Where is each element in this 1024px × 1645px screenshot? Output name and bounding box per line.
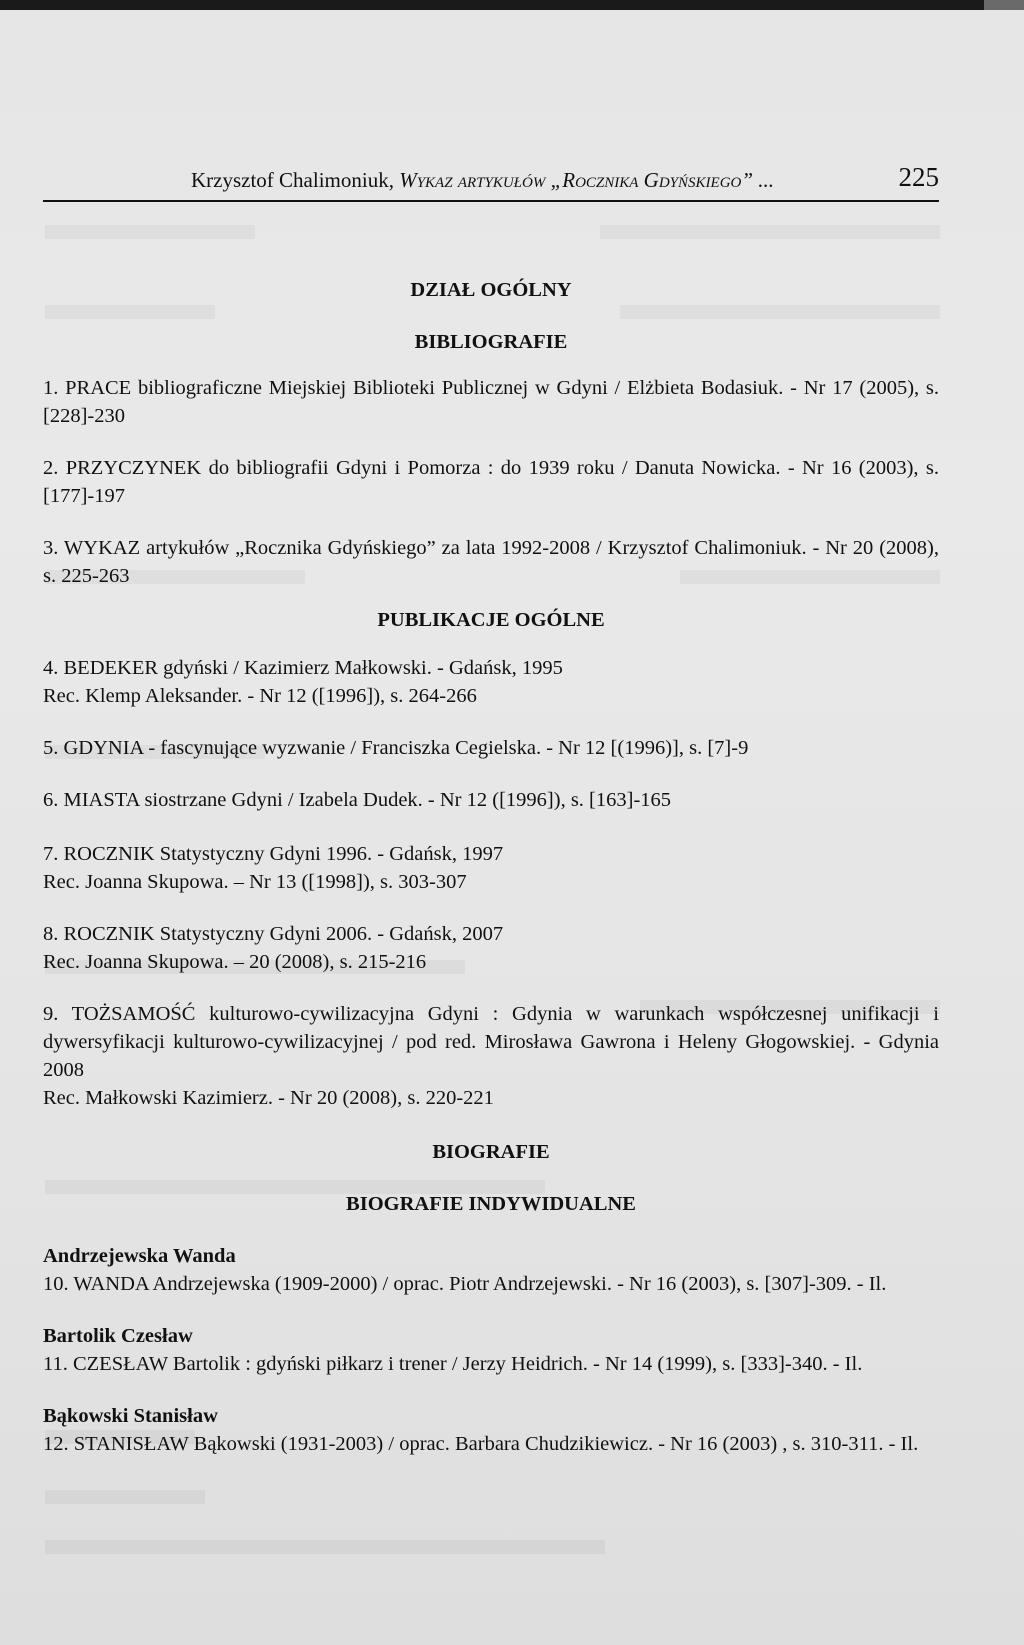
entry-12: 12. STANISŁAW Bąkowski (1931-2003) / oprac. Barbara Chudzikiewicz. - Nr 16 (2003) , s. 310-311. - Il.: [43, 1433, 919, 1455]
header-text: [191, 168, 774, 193]
entry-1: 1. PRACE bibliograficzne Miejskiej Biblioteki Publicznej w Gdyni / Elżbieta Bodasiuk. - Nr 17 (2005), s. [228]-230: [43, 377, 939, 427]
entry-7: 7. ROCZNIK Statystyczny Gdyni 1996. - Gdańsk, 1997: [43, 843, 504, 865]
page-number: 225: [898, 162, 939, 192]
section-heading-publications: PUBLIKACJE OGÓLNE: [377, 609, 605, 631]
person-heading: Bąkowski Stanisław: [43, 1405, 218, 1427]
entry-5: 5. GDYNIA - fascynujące wyzwanie / Franciszka Cegielska. - Nr 12 [(1996)], s. [7]-9: [43, 737, 749, 759]
document-body: [43, 276, 939, 1458]
person-heading: Bartolik Czesław: [43, 1325, 193, 1347]
entry-4-review: Rec. Klemp Aleksander. - Nr 12 ([1996]), s. 264-266: [43, 685, 477, 707]
section-heading-individual-biographies: BIOGRAFIE INDYWIDUALNE: [346, 1193, 636, 1215]
person-heading: Andrzejewska Wanda: [43, 1245, 236, 1267]
entry-4: 4. BEDEKER gdyński / Kazimierz Małkowski. - Gdańsk, 1995: [43, 657, 563, 679]
entry-10: 10. WANDA Andrzejewska (1909-2000) / oprac. Piotr Andrzejewski. - Nr 16 (2003), s. [307]-309. - Il.: [43, 1273, 887, 1295]
entry-9-review: Rec. Małkowski Kazimierz. - Nr 20 (2008), s. 220-221: [43, 1087, 494, 1109]
section-heading-biographies: BIOGRAFIE: [432, 1141, 550, 1163]
running-header: [43, 150, 939, 202]
scan-top-border: [0, 0, 1024, 10]
header-author: Krzysztof Chalimoniuk,: [191, 168, 400, 192]
header-title: Wykaz artykułów „Rocznika Gdyńskiego” ...: [399, 168, 775, 192]
section-heading-general: DZIAŁ OGÓLNY: [410, 279, 572, 301]
entry-7-review: Rec. Joanna Skupowa. – Nr 13 ([1998]), s. 303-307: [43, 871, 467, 893]
entry-11: 11. CZESŁAW Bartolik : gdyński piłkarz i trener / Jerzy Heidrich. - Nr 14 (1999), s. [333]-340. - Il.: [43, 1353, 863, 1375]
entry-8-review: Rec. Joanna Skupowa. – 20 (2008), s. 215-216: [43, 951, 427, 973]
entry-2: 2. PRZYCZYNEK do bibliografii Gdyni i Pomorza : do 1939 roku / Danuta Nowicka. - Nr 16 (2003), s. [177]-197: [43, 457, 939, 507]
document-page: [0, 10, 1024, 1645]
entry-3: 3. WYKAZ artykułów „Rocznika Gdyńskiego” za lata 1992-2008 / Krzysztof Chalimoniuk. - Nr 20 (2008), s. 225-263: [43, 537, 939, 587]
entry-9: 9. TOŻSAMOŚĆ kulturowo-cywilizacyjna Gdyni : Gdynia w warunkach współczesnej unifikacji i dywersyfikacji kulturowo-cywilizacyjnej / pod red. Mirosława Gawrona i Heleny Głogowskiej. - Gdynia 2008: [43, 1003, 939, 1081]
section-heading-bibliographies: BIBLIOGRAFIE: [414, 331, 568, 353]
entry-6: 6. MIASTA siostrzane Gdyni / Izabela Dudek. - Nr 12 ([1996]), s. [163]-165: [43, 789, 672, 811]
entry-8: 8. ROCZNIK Statystyczny Gdyni 2006. - Gdańsk, 2007: [43, 923, 504, 945]
